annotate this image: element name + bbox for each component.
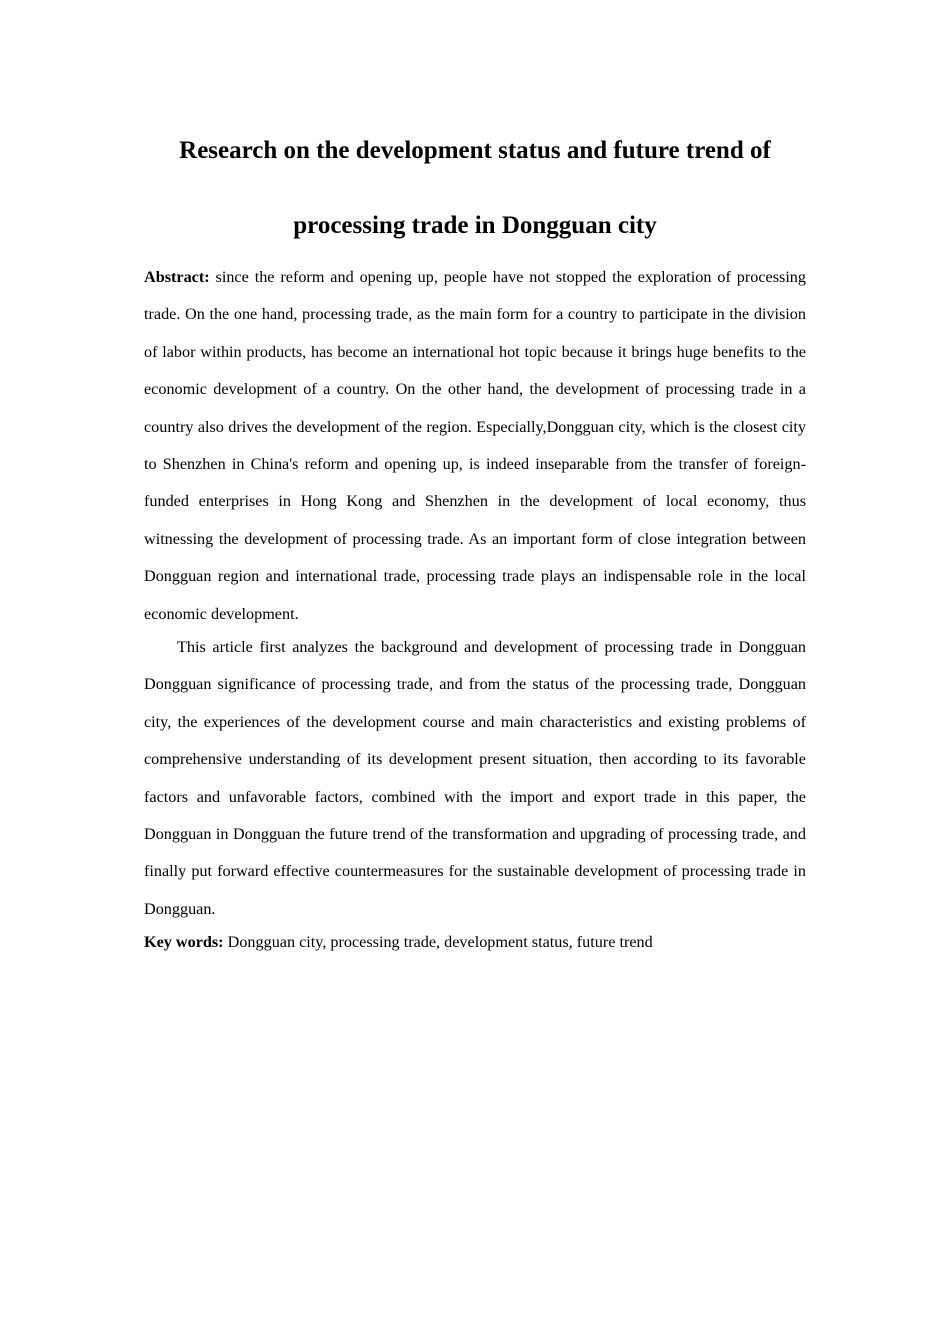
paper-title-line-1: Research on the development status and future trend of: [179, 137, 771, 164]
article-summary-paragraph: This article first analyzes the background and development of processing trade in Dongguan Dongguan significance of processing trade, and from the status of the processing trade, Dongguan city, the experiences of the development course and main characteristics and existing problems of comprehensive understanding of its development present situation, then according to its favorable factors and unfavorable factors, combined with the import and export trade in this paper, the Dongguan in Dongguan the future trend of the transformation and upgrading of processing trade, and finally put forward effective countermeasures for the sustainable development of processing trade in Dongguan.: [144, 638, 806, 918]
keywords-line: [144, 926, 806, 958]
keywords-label: Key words:: [144, 933, 224, 951]
abstract-label: Abstract:: [144, 268, 210, 286]
abstract-text: since the reform and opening up, people have not stopped the exploration of processing trade. On the one hand, processing trade, as the main form for a country to participate in the division of labor within products, has become an international hot topic because it brings huge benefits to the economic development of a country. On the other hand, the development of processing trade in a country also drives the development of the region. Especially,Dongguan city, which is the closest city to Shenzhen in China's reform and opening up, is indeed inseparable from the transfer of foreign-funded enterprises in Hong Kong and Shenzhen in the development of local economy, thus witnessing the development of processing trade. As an important form of close integration between Dongguan region and international trade, processing trade plays an indispensable role in the local economic development.: [144, 268, 806, 623]
abstract-paragraph: [144, 259, 806, 633]
paper-title-line-2: processing trade in Dongguan city: [293, 212, 657, 239]
keywords-text: Dongguan city, processing trade, development status, future trend: [223, 933, 653, 951]
